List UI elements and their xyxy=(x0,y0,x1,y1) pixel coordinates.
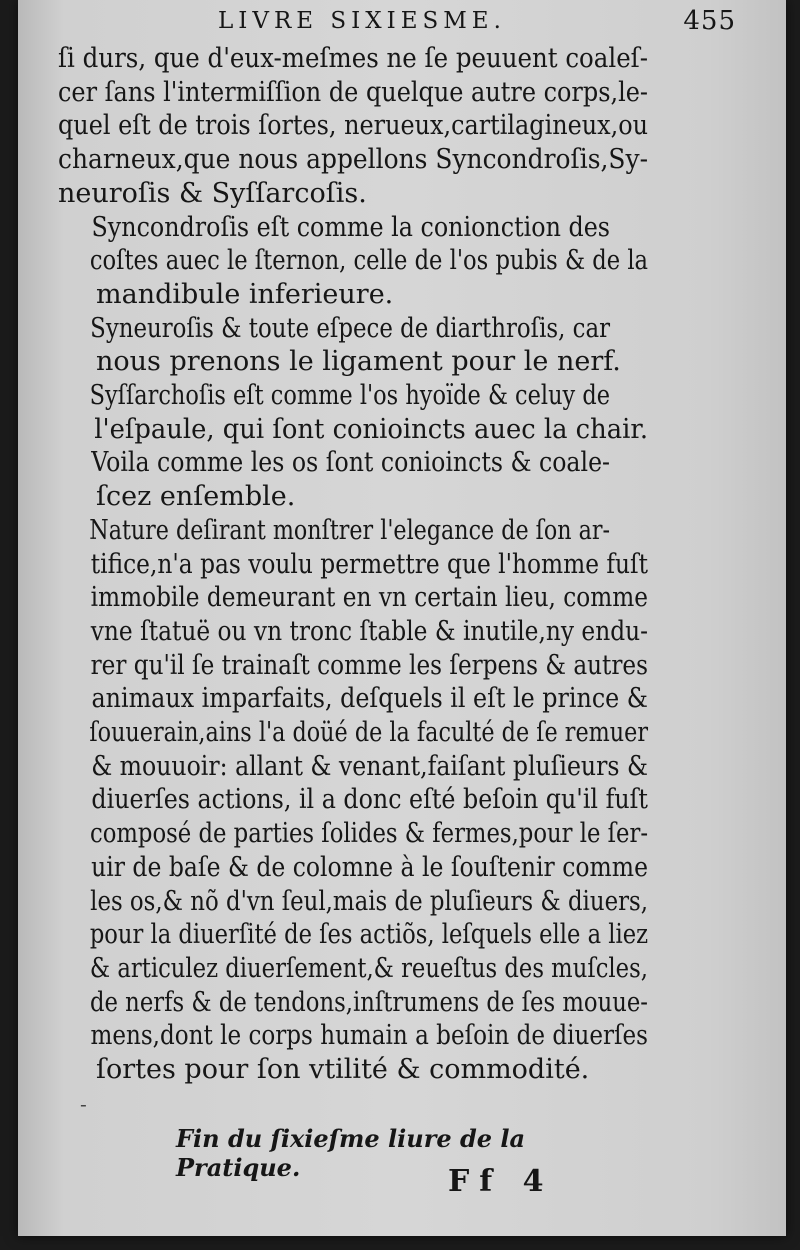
text-line: neuroſis & Syſſarcoſis. xyxy=(58,177,367,209)
text-line: cer ſans l'intermiſſion de quelque autre corps,le- xyxy=(58,76,649,108)
text-line: Syneuroſis & toute eſpece de diarthroſis, car xyxy=(90,312,611,344)
text-line: ſortes pour ſon vtilité & commodité. xyxy=(96,1054,590,1086)
page-number: 455 xyxy=(683,6,736,36)
text-line: ſi durs, que d'eux-meſmes ne ſe peuuent coaleſ- xyxy=(58,43,648,74)
text-line: vne ſtatuë ou vn tronc ſtable & inutile,ny endu- xyxy=(90,615,648,647)
text-line: Syſſarchoſis eſt comme l'os hyoïde & celuy de xyxy=(89,380,610,412)
colophon-text: Fin du ſixieſme liure de la Pratique. xyxy=(176,1124,526,1182)
trailing-mark: - xyxy=(80,1092,87,1116)
running-head xyxy=(58,2,748,44)
text-line: & mouuoir: allant & venant,faiſant pluſieurs & xyxy=(91,750,648,782)
text-line: coſtes auec le ſternon, celle de l'os pubis & de la xyxy=(89,245,649,277)
text-line: l'eſpaule, qui ſont conioincts auec la chair. xyxy=(94,413,649,445)
paragraph xyxy=(58,312,648,379)
text-line: uir de baſe & de colomne à le ſouſtenir comme xyxy=(91,851,648,883)
text-line: Syncondroſis eſt comme la conionction des xyxy=(91,211,611,243)
text-line: Nature deſirant monſtrer l'elegance de ſon ar- xyxy=(89,514,611,546)
text-line: nous prenons le ligament pour le nerf. xyxy=(96,346,621,378)
text-line: les os,& nõ d'vn ſeul,mais de pluſieurs & diuers, xyxy=(90,885,648,917)
text-line: rer qu'il ſe trainaſt comme les ſerpens & autres xyxy=(90,649,649,681)
text-line: diuerſes actions, il a donc eſté beſoin qu'il fuſt xyxy=(91,784,648,816)
show-through-bleed xyxy=(658,1080,800,1190)
book-page xyxy=(18,0,786,1236)
text-line: quel eſt de trois ſortes, nerueux,cartilagineux,ou xyxy=(58,110,649,142)
text-line: Voila comme les os ſont conioincts & coale- xyxy=(91,447,611,479)
text-line: ſouuerain,ains l'a doüé de la faculté de ſe remuer xyxy=(89,717,649,749)
text-line: charneux,que nous appellons Syncondroſis,Sy- xyxy=(58,144,648,176)
text-line: de nerfs & de tendons,inſtrumens de ſes mouue- xyxy=(89,986,648,1018)
text-line: & articulez diuerſement,& reueſtus des muſcles, xyxy=(89,952,648,984)
paragraph xyxy=(58,379,648,446)
signature-mark: Ff 4 xyxy=(448,1164,554,1199)
text-line: immobile demeurant en vn certain lieu, comme xyxy=(90,582,649,614)
text-line: animaux imparfaits, deſquels il eſt le prince & xyxy=(91,683,648,715)
text-line: mens,dont le corps humain a beſoin de diuerſes xyxy=(90,1020,649,1052)
paragraph xyxy=(58,42,648,211)
running-title: LIVRE SIXIESME. xyxy=(218,8,506,34)
paragraph xyxy=(58,211,648,312)
text-line: tifice,n'a pas voulu permettre que l'homme fuſt xyxy=(90,548,649,580)
text-line: pour la diuerſité de ſes actiõs, leſquels elle a liez xyxy=(89,919,649,951)
body-text xyxy=(58,42,648,1087)
paragraph xyxy=(58,446,648,513)
text-line: mandibule inferieure. xyxy=(96,278,394,310)
text-line: ſcez enſemble. xyxy=(96,481,296,513)
text-line: composé de parties ſolides & fermes,pour le ſer- xyxy=(89,818,649,850)
paragraph xyxy=(58,514,648,1087)
